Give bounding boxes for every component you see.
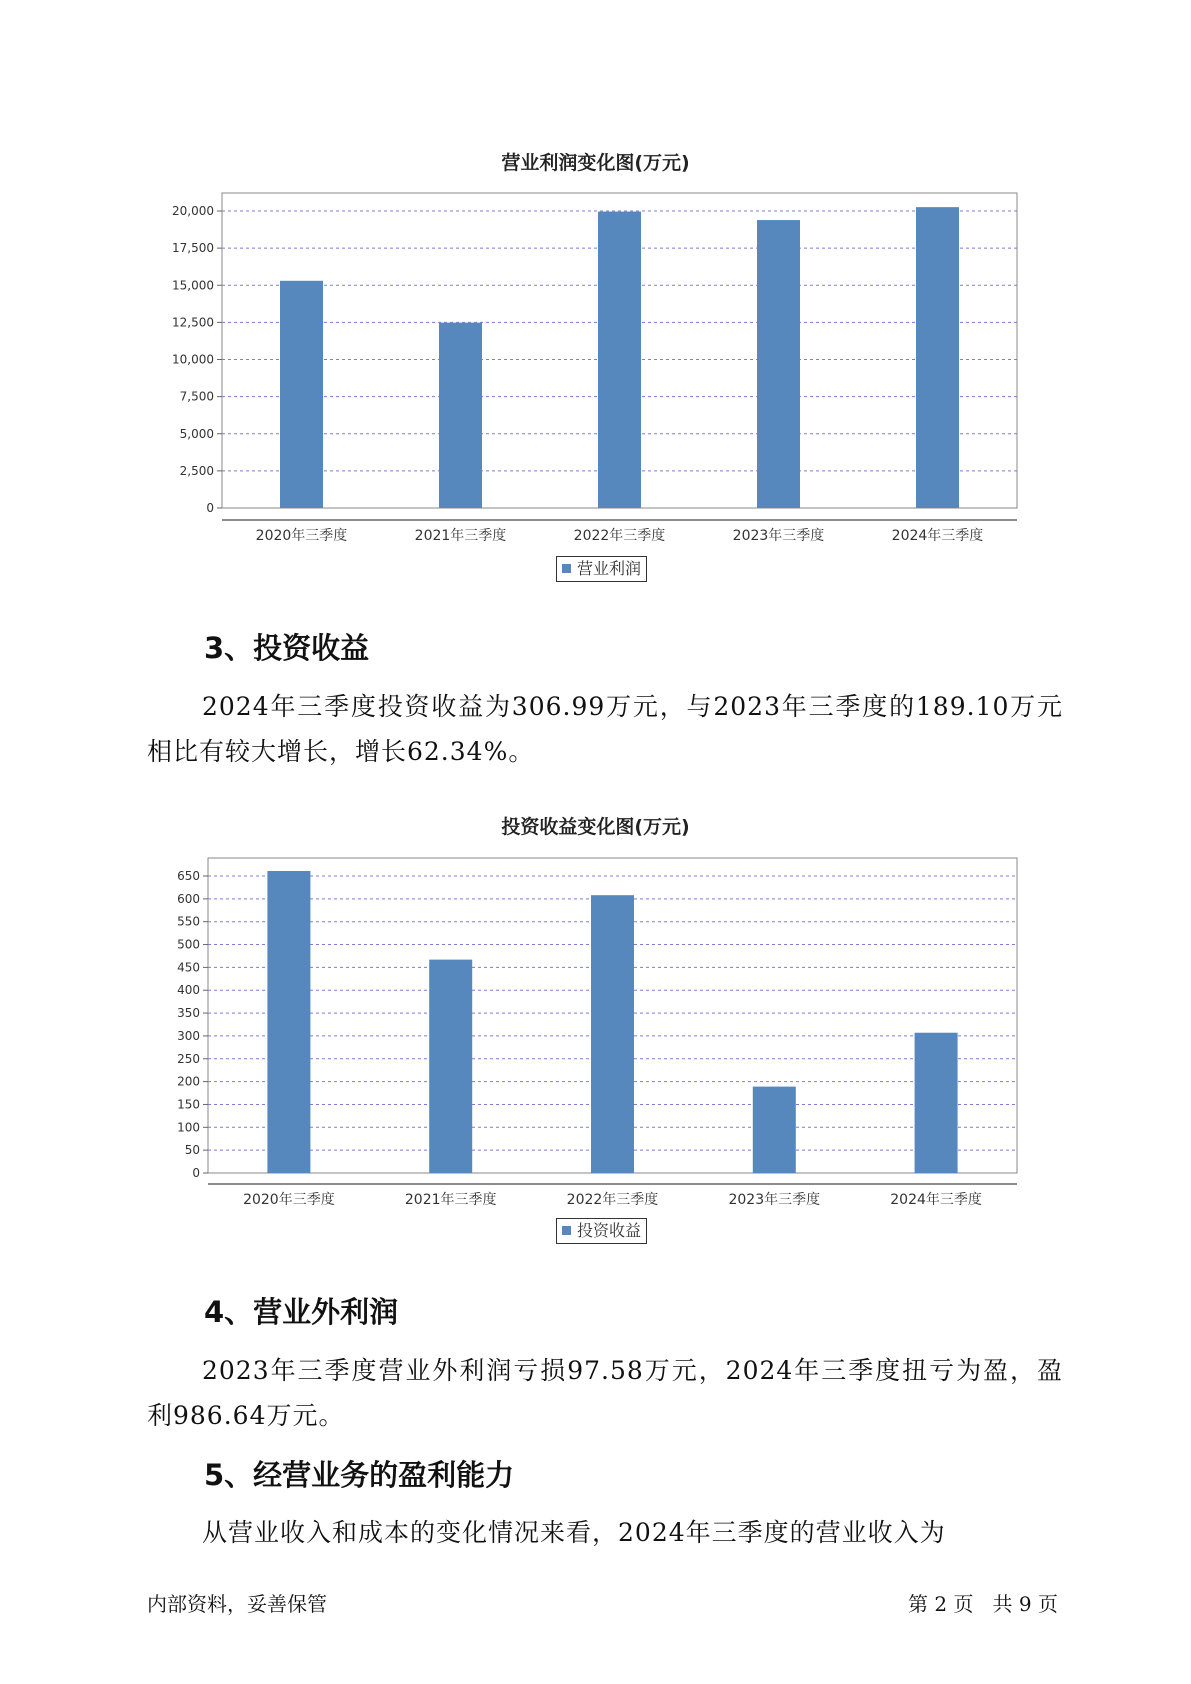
chart1-title: 营业利润变化图(万元) [501, 152, 690, 174]
y-tick-label: 200 [177, 1074, 200, 1089]
y-tick-label: 300 [177, 1028, 200, 1043]
section4-paragraph: 2023年三季度营业外利润亏损97.58万元，2024年三季度扭亏为盈，盈利986.64万元。 [147, 1356, 1063, 1430]
chart2-legend-label: 投资收益 [577, 1221, 642, 1240]
x-category-label: 2024年三季度 [891, 528, 984, 544]
y-tick-label: 20,000 [172, 204, 214, 218]
chart2-title: 投资收益变化图(万元) [501, 816, 690, 838]
y-tick-label: 17,500 [172, 241, 214, 256]
y-tick-label: 0 [192, 1166, 200, 1180]
x-category-label: 2022年三季度 [566, 1192, 659, 1208]
x-category-label: 2020年三季度 [255, 528, 348, 544]
chart1-legend-label: 营业利润 [577, 559, 642, 578]
x-category-label: 2023年三季度 [728, 1192, 821, 1208]
bar-2020年三季度 [267, 871, 310, 1173]
y-tick-label: 250 [177, 1051, 200, 1066]
x-category-label: 2024年三季度 [890, 1192, 982, 1208]
y-tick-label: 10,000 [172, 352, 214, 367]
x-category-label: 2021年三季度 [414, 528, 507, 544]
y-tick-label: 7,500 [179, 389, 214, 404]
y-tick-label: 450 [177, 960, 200, 975]
bar-2024年三季度 [915, 1033, 958, 1173]
section4-heading: 4、营业外利润 [204, 1295, 399, 1329]
y-tick-label: 350 [177, 1006, 200, 1021]
y-tick-label: 50 [184, 1143, 200, 1158]
y-tick-label: 500 [177, 937, 200, 952]
bar-2023年三季度 [753, 1087, 796, 1173]
bar-2022年三季度 [591, 895, 634, 1173]
y-tick-label: 0 [206, 501, 214, 515]
y-tick-label: 400 [177, 983, 200, 998]
section3-heading: 3、投资收益 [204, 631, 370, 665]
y-tick-label: 5,000 [179, 426, 214, 441]
y-tick-label: 150 [177, 1097, 200, 1112]
footer-page-number: 第 2 页 共 9 页 [908, 1592, 1058, 1616]
y-tick-label: 2,500 [179, 463, 214, 478]
legend-swatch-icon [562, 1226, 571, 1235]
chart2-legend [556, 1218, 647, 1244]
x-category-label: 2023年三季度 [732, 528, 825, 544]
y-tick-label: 650 [177, 869, 200, 883]
x-category-label: 2021年三季度 [404, 1192, 497, 1208]
y-tick-label: 600 [177, 891, 200, 906]
y-tick-label: 15,000 [172, 278, 214, 293]
section5-heading: 5、经营业务的盈利能力 [204, 1458, 515, 1492]
section3-paragraph: 2024年三季度投资收益为306.99万元，与2023年三季度的189.10万元相比有较大增长，增长62.34%。 [147, 692, 1063, 766]
y-tick-label: 12,500 [172, 315, 214, 330]
section5-paragraph: 从营业收入和成本的变化情况来看，2024年三季度的营业收入为 [202, 1518, 946, 1547]
bar-2021年三季度 [429, 960, 472, 1173]
y-tick-label: 100 [177, 1120, 200, 1135]
x-category-label: 2020年三季度 [243, 1192, 335, 1208]
y-tick-label: 550 [177, 914, 200, 929]
footer-confidential-note: 内部资料，妥善保管 [147, 1592, 327, 1616]
x-category-label: 2022年三季度 [573, 528, 666, 544]
